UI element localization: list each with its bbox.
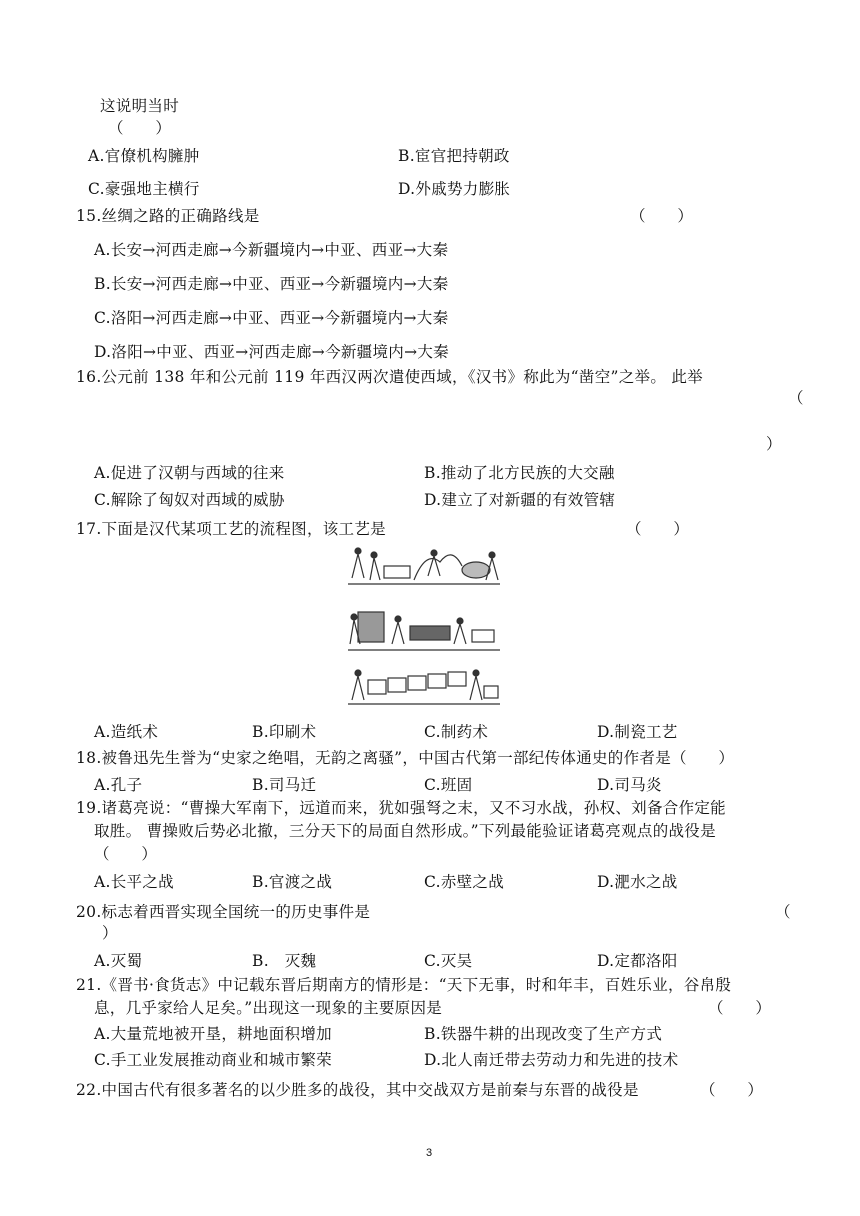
q16-option-d: D.建立了对新疆的有效管辖 <box>424 491 616 509</box>
q15-option-d: D.洛阳→中亚、西亚→河西走廊→今新疆境内→大秦 <box>94 343 449 361</box>
q15-option-b: B.长安→河西走廊→中亚、西亚→今新疆境内→大秦 <box>94 275 449 293</box>
q21-option-a: A.大量荒地被开垦，耕地面积增加 <box>94 1025 332 1043</box>
q16-option-b: B.推动了北方民族的大交融 <box>424 464 615 482</box>
q19-option-b: B.官渡之战 <box>252 873 333 891</box>
q16-option-c: C.解除了匈奴对西域的威胁 <box>94 491 285 509</box>
q19-stem-line2: 取胜。 曹操败后势必北撤，三分天下的局面自然形成。”下列最能验证诸葛亮观点的战役是 <box>94 822 716 840</box>
q22-answer-bracket: （ ） <box>700 1081 764 1099</box>
q15-stem: 15.丝绸之路的正确路线是 <box>76 207 260 225</box>
q14-option-b: B.宦官把持朝政 <box>398 147 510 165</box>
q14-answer-bracket: （ ） <box>108 119 172 137</box>
q18-stem: 18.被鲁迅先生誉为“史家之绝唱，无韵之离骚”，中国古代第一部纪传体通史的作者是（ ） <box>76 749 735 767</box>
q20-option-b: B. 灭魏 <box>252 952 317 970</box>
q14-option-a: A.官僚机构臃肿 <box>88 147 200 165</box>
q21-stem-line1: 21.《晋书·食货志》中记载东晋后期南方的情形是：“天下无事，时和年丰，百姓乐业，谷帛殷 <box>76 976 732 994</box>
q21-option-b: B.铁器牛耕的出现改变了生产方式 <box>424 1025 663 1043</box>
page-number: 3 <box>426 1147 433 1159</box>
q17-option-a: A.造纸术 <box>94 723 159 741</box>
q21-option-d: D.北人南迁带去劳动力和先进的技术 <box>424 1051 679 1069</box>
q19-stem-line1: 19.诸葛亮说：“曹操大军南下，远道而来，犹如强弩之末，又不习水战，孙权、刘备合作定能 <box>76 799 726 817</box>
q20-bracket-close: ） <box>102 924 118 942</box>
q21-stem-line2: 息，几乎家给人足矣。”出现这一现象的主要原因是 <box>94 999 443 1017</box>
q19-option-c: C.赤壁之战 <box>424 873 505 891</box>
q19-option-a: A.长平之战 <box>94 873 174 891</box>
q18-option-d: D.司马炎 <box>597 776 662 794</box>
q16-bracket-close: ） <box>766 435 782 453</box>
papermaking-process-illustration <box>344 540 502 710</box>
q16-option-a: A.促进了汉朝与西域的往来 <box>94 464 285 482</box>
q16-bracket-open: （ <box>788 389 804 407</box>
q17-answer-bracket: （ ） <box>626 520 690 538</box>
q14-option-c: C.豪强地主横行 <box>88 180 200 198</box>
q17-option-c: C.制药术 <box>424 723 489 741</box>
q22-stem: 22.中国古代有很多著名的以少胜多的战役，其中交战双方是前秦与东晋的战役是 <box>76 1081 639 1099</box>
q21-answer-bracket: （ ） <box>708 999 772 1017</box>
q14-stem-tail: 这说明当时 <box>100 97 180 115</box>
q16-stem: 16.公元前 138 年和公元前 119 年西汉两次遣使西域，《汉书》称此为“凿空”之举。 此举 <box>76 368 703 386</box>
q18-option-c: C.班固 <box>424 776 473 794</box>
q14-option-d: D.外戚势力膨胀 <box>398 180 511 198</box>
q15-option-a: A.长安→河西走廊→今新疆境内→中亚、西亚→大秦 <box>94 241 449 259</box>
q20-option-a: A.灭蜀 <box>94 952 143 970</box>
q20-option-c: C.灭吴 <box>424 952 473 970</box>
q19-answer-bracket: （ ） <box>94 845 158 863</box>
q18-option-b: B.司马迁 <box>252 776 317 794</box>
q20-stem: 20.标志着西晋实现全国统一的历史事件是 <box>76 903 371 921</box>
q15-answer-bracket: （ ） <box>630 207 694 225</box>
q20-option-d: D.定都洛阳 <box>597 952 678 970</box>
q19-option-d: D.淝水之战 <box>597 873 678 891</box>
q17-option-d: D.制瓷工艺 <box>597 723 678 741</box>
q17-option-b: B.印刷术 <box>252 723 317 741</box>
q18-option-a: A.孔子 <box>94 776 143 794</box>
q21-option-c: C.手工业发展推动商业和城市繁荣 <box>94 1051 333 1069</box>
q20-bracket-open: （ <box>775 903 791 921</box>
q15-option-c: C.洛阳→河西走廊→中亚、西亚→今新疆境内→大秦 <box>94 309 449 327</box>
q17-stem: 17.下面是汉代某项工艺的流程图，该工艺是 <box>76 520 386 538</box>
